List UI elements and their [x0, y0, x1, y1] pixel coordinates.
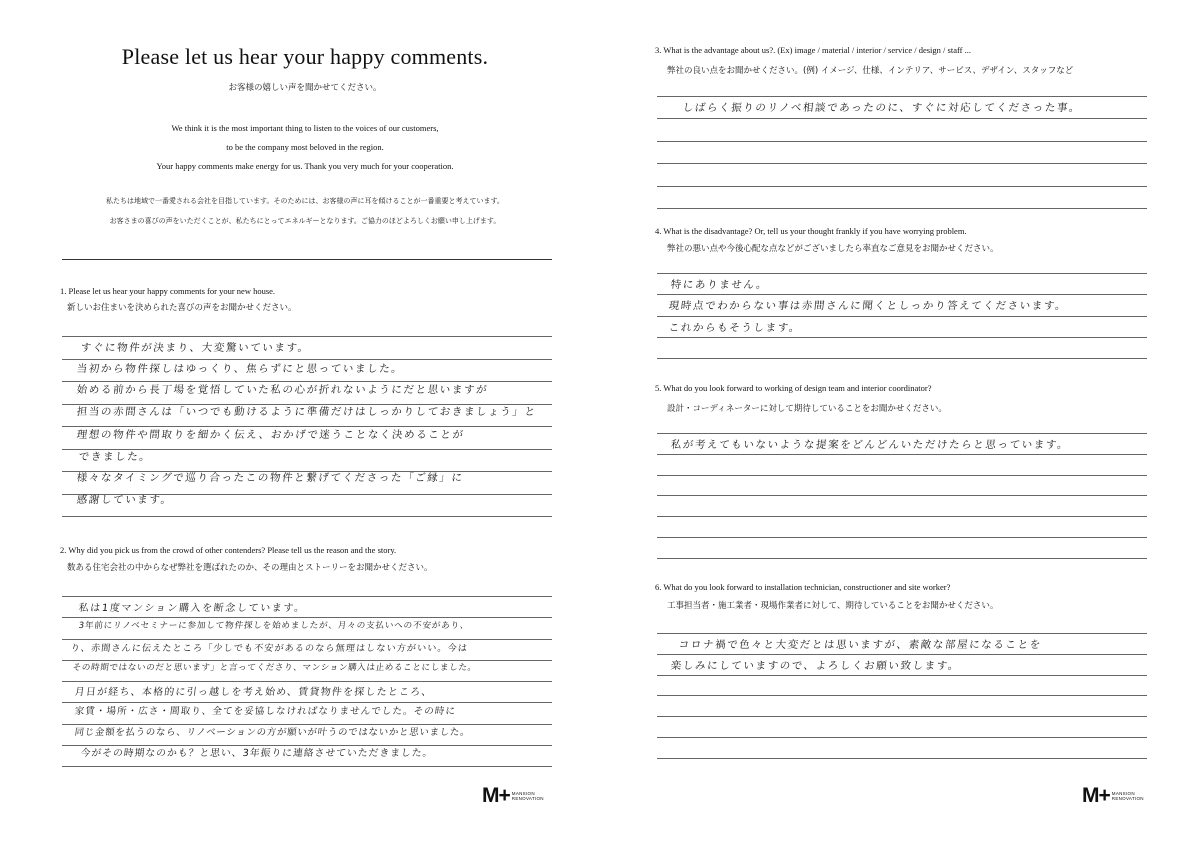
company-logo: [1082, 784, 1144, 808]
handwritten-line: 同じ金額を払うのなら、リノベーションの方が願いが叶うのではないかと思いました。: [74, 727, 471, 738]
intro-jp: [0, 191, 610, 231]
question-6-en: 6. What do you look forward to installation technician, constructioner and site worker?: [655, 582, 951, 592]
handwritten-line: その時期ではないのだと思います」と言ってくださり、マンション購入は止めることにしました。: [72, 663, 478, 673]
logo-mark: M+: [482, 784, 510, 807]
handwritten-line: 様々なタイミングで巡り合ったこの物件と繋げてくださった「ご縁」に: [76, 472, 465, 484]
logo-text: [512, 791, 544, 802]
question-6-jp: 工事担当者・施工業者・現場作業者に対して、期待していることをお聞かせください。: [667, 601, 999, 611]
page-title: Please let us hear your happy comments.: [121, 44, 489, 69]
intro-en: [0, 119, 610, 176]
page-subtitle-jp: お客様の嬉しい声を聞かせてください。: [228, 83, 382, 93]
question-1-jp: 新しいお住まいを決められた喜びの声をお聞かせください。: [67, 303, 297, 313]
handwritten-line: すぐに物件が決まり、大変驚いています。: [80, 342, 311, 354]
section-divider: [62, 259, 552, 260]
question-5-jp: 設計・コーディネーターに対して期待していることをお聞かせください。: [667, 404, 947, 414]
intro-en-line: Your happy comments make energy for us. Thank you very much for your cooperation.: [156, 161, 454, 171]
handwritten-line: 家賃・場所・広さ・間取り、全てを妥協しなければなりませんでした。その時に: [74, 706, 457, 717]
handwritten-line: 月日が経ち、本格的に引っ越しを考え始め、賃貸物件を探したところ、: [74, 687, 434, 698]
handwritten-line: これからもそうします。: [668, 322, 802, 334]
logo-text-line: RENOVATION: [511, 796, 544, 801]
handwritten-line: 私が考えてもいないような提案をどんどんいただけたらと思っています。: [670, 439, 1070, 451]
logo-text-line: MANSION: [1111, 790, 1135, 796]
company-logo: [482, 784, 544, 808]
question-3-jp: 弊社の良い点をお聞かせください。(例) イメージ、仕様、インテリア、サービス、デザイン、スタッフなど: [667, 66, 1074, 76]
logo-text-line: RENOVATION: [1111, 796, 1144, 801]
handwritten-line: 担当の赤間さんは「いつでも動けるように準備だけはしっかりしておきましょう」と: [76, 406, 538, 418]
handwritten-line: コロナ禍で色々と大変だとは思いますが、素敵な部屋になることを: [678, 639, 1043, 651]
intro-jp-line: 私たちは地域で一番愛される会社を目指しています。そのためには、お客様の声に耳を傾けることが一番重要と考えています。: [106, 197, 504, 205]
question-3-en: 3. What is the advantage about us?. (Ex) image / material / interior / service / design / staff ...: [655, 45, 971, 55]
right-page: [600, 0, 1200, 849]
question-1-en: 1. Please let us hear your happy comments for your new house.: [60, 286, 276, 296]
handwritten-line: 感謝しています。: [76, 494, 174, 506]
logo-text: [1112, 791, 1144, 802]
handwritten-line: 今がその時期なのかも？と思い、3年振りに連絡させていただきました。: [80, 748, 434, 759]
handwritten-line: 楽しみにしていますので、よろしくお願い致します。: [670, 660, 961, 672]
question-4-en: 4. What is the disadvantage? Or, tell us your thought frankly if you have worrying problem.: [655, 226, 967, 236]
handwritten-line: 私は1度マンション購入を断念しています。: [78, 603, 307, 614]
handwritten-line: 現時点でわからない事は赤間さんに聞くとしっかり答えてくださいます。: [668, 300, 1068, 312]
handwritten-line: できました。: [78, 451, 152, 463]
question-2-en: 2. Why did you pick us from the crowd of other contenders? Please tell us the reason and the story.: [60, 545, 397, 555]
question-2-jp: 数ある住宅会社の中からなぜ弊社を選ばれたのか、その理由とストーリーをお聞かせください。: [67, 563, 433, 573]
logo-mark: M+: [1082, 784, 1110, 807]
logo-text-line: MANSION: [511, 790, 535, 796]
handwritten-line: 始める前から長丁場を覚悟していた私の心が折れないようにだと思いますが: [76, 384, 489, 396]
handwritten-line: しばらく振りのリノベ相談であったのに、すぐに対応してくださった事。: [682, 102, 1082, 114]
handwritten-line: り、赤間さんに伝えたところ「少しでも不安があるのなら無理はしない方がいい。今は: [70, 643, 469, 654]
intro-en-line: We think it is the most important thing to listen to the voices of our customers,: [171, 123, 439, 133]
handwritten-line: 理想の物件や間取りを細かく伝え、おかげで迷うことなく決めることが: [76, 429, 466, 441]
question-4-jp: 弊社の悪い点や今後心配な点などがございましたら率直なご意見をお聞かせください。: [667, 244, 999, 254]
handwritten-line: 当初から物件探しはゆっくり、焦らずにと思っていました。: [76, 363, 404, 375]
question-5-en: 5. What do you look forward to working of design team and interior coordinator?: [655, 383, 932, 393]
handwritten-line: 特にありません。: [670, 279, 769, 291]
intro-jp-line: お客さまの喜びの声をいただくことが、私たちにとってエネルギーとなります。ご協力のほどよろしくお願い申し上げます。: [109, 217, 501, 225]
handwritten-line: 3年前にリノベセミナーに参加して物件探しを始めましたが、月々の支払いへの不安があり、: [78, 621, 470, 631]
intro-en-line: to be the company most beloved in the region.: [226, 142, 384, 152]
